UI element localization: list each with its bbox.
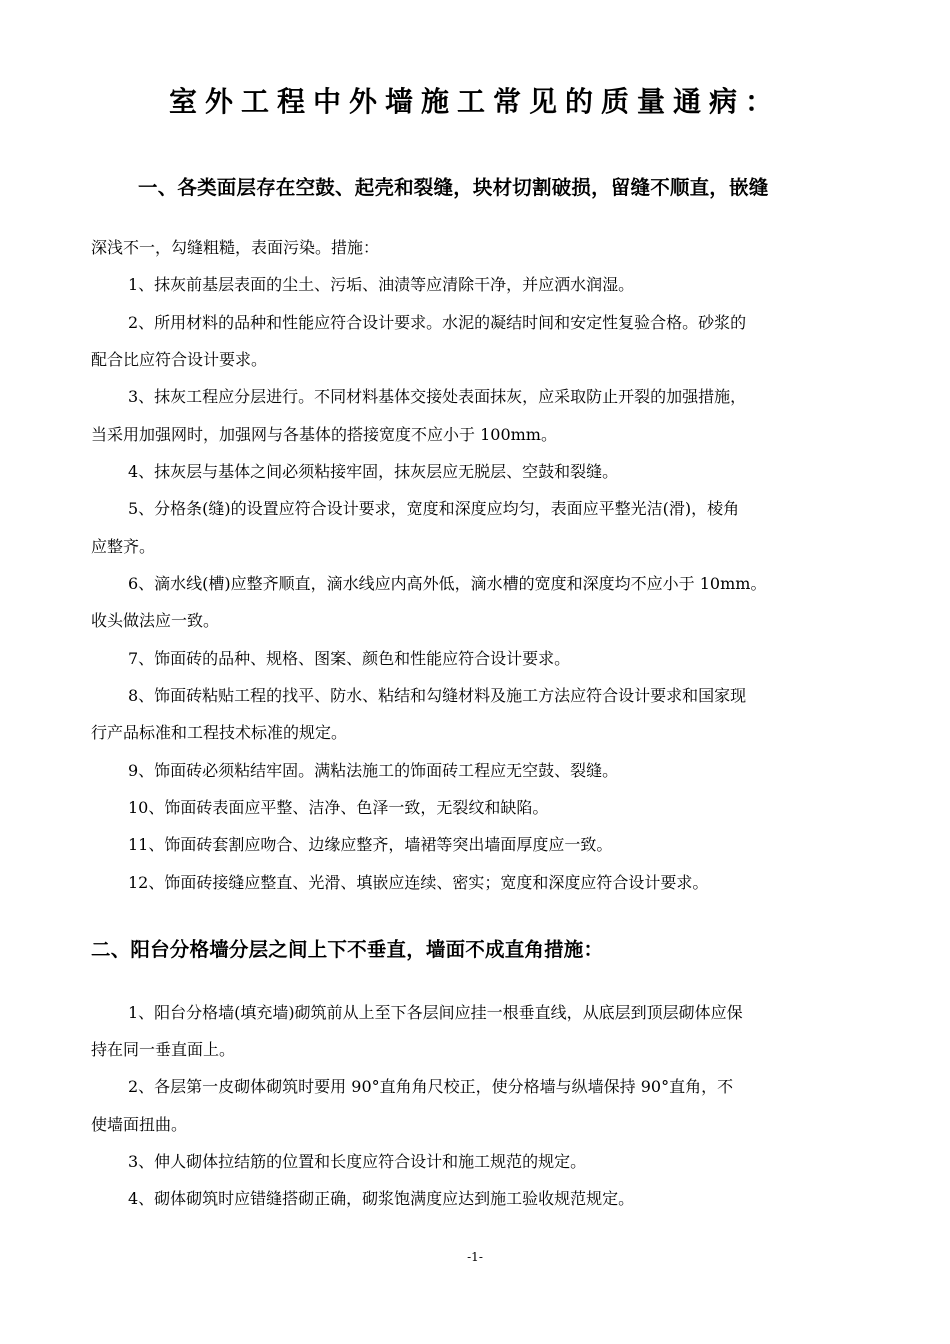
section-1-line: 5、分格条(缝)的设置应符合设计要求，宽度和深度应均匀，表面应平整光洁(滑)，棱角 [128, 499, 740, 518]
section-1-line: 3、抹灰工程应分层进行。不同材料基体交接处表面抹灰，应采取防止开裂的加强措施， [128, 387, 747, 406]
section-1-line: 当采用加强网时，加强网与各基体的搭接宽度不应小于 100mm。 [91, 425, 557, 444]
section-2-line: 4、砌体砌筑时应错缝搭砌正确，砌浆饱满度应达到施工验收规范规定。 [128, 1189, 635, 1208]
section-1-line: 7、饰面砖的品种、规格、图案、颜色和性能应符合设计要求。 [128, 649, 571, 668]
section-2-line: 3、伸人砌体拉结筋的位置和长度应符合设计和施工规范的规定。 [128, 1152, 587, 1171]
section-2-heading: 二、阳台分格墙分层之间上下不垂直，墙面不成直角措施： [91, 938, 604, 961]
section-1-line: 收头做法应一致。 [91, 611, 220, 630]
page-number: -1- [467, 1250, 483, 1264]
section-2-line: 使墙面扭曲。 [91, 1115, 188, 1134]
section-1-line: 11、饰面砖套割应吻合、边缘应整齐，墙裙等突出墙面厚度应一致。 [128, 835, 613, 854]
section-1-line: 8、饰面砖粘贴工程的找平、防水、粘结和勾缝材料及施工方法应符合设计要求和国家现 [128, 686, 747, 705]
section-1-line: 配合比应符合设计要求。 [91, 350, 268, 369]
section-2-line: 1、阳台分格墙(填充墙)砌筑前从上至下各层间应挂一根垂直线，从底层到顶层砌体应保 [128, 1003, 743, 1022]
section-2-line: 2、各层第一皮砌体砌筑时要用 90°直角角尺校正，使分格墙与纵墙保持 90°直角，不 [128, 1077, 734, 1096]
section-1-line: 4、抹灰层与基体之间必须粘接牢固，抹灰层应无脱层、空鼓和裂缝。 [128, 462, 619, 481]
section-2-line: 持在同一垂直面上。 [91, 1040, 236, 1059]
section-1-line: 深浅不一，勾缝粗糙，表面污染。措施： [91, 238, 380, 257]
section-1-line: 应整齐。 [91, 537, 156, 556]
section-1-heading: 一、各类面层存在空鼓、起壳和裂缝，块材切割破损，留缝不顺直，嵌缝 [138, 176, 769, 199]
section-1-line: 1、抹灰前基层表面的尘土、污垢、油渍等应清除干净，并应洒水润湿。 [128, 275, 635, 294]
section-1-line: 行产品标准和工程技术标准的规定。 [91, 723, 348, 742]
section-1-line: 9、饰面砖必须粘结牢固。满粘法施工的饰面砖工程应无空鼓、裂缝。 [128, 761, 619, 780]
section-1-line: 2、所用材料的品种和性能应符合设计要求。水泥的凝结时间和安定性复验合格。砂浆的 [128, 313, 747, 332]
section-1-line: 12、饰面砖接缝应整直、光滑、填嵌应连续、密实；宽度和深度应符合设计要求。 [128, 873, 709, 892]
section-1-line: 6、滴水线(槽)应整齐顺直，滴水线应内高外低，滴水槽的宽度和深度均不应小于 10mm。 [128, 574, 767, 593]
section-1-line: 10、饰面砖表面应平整、洁净、色泽一致，无裂纹和缺陷。 [128, 798, 549, 817]
page-title: 室外工程中外墙施工常见的质量通病： [168, 85, 781, 118]
